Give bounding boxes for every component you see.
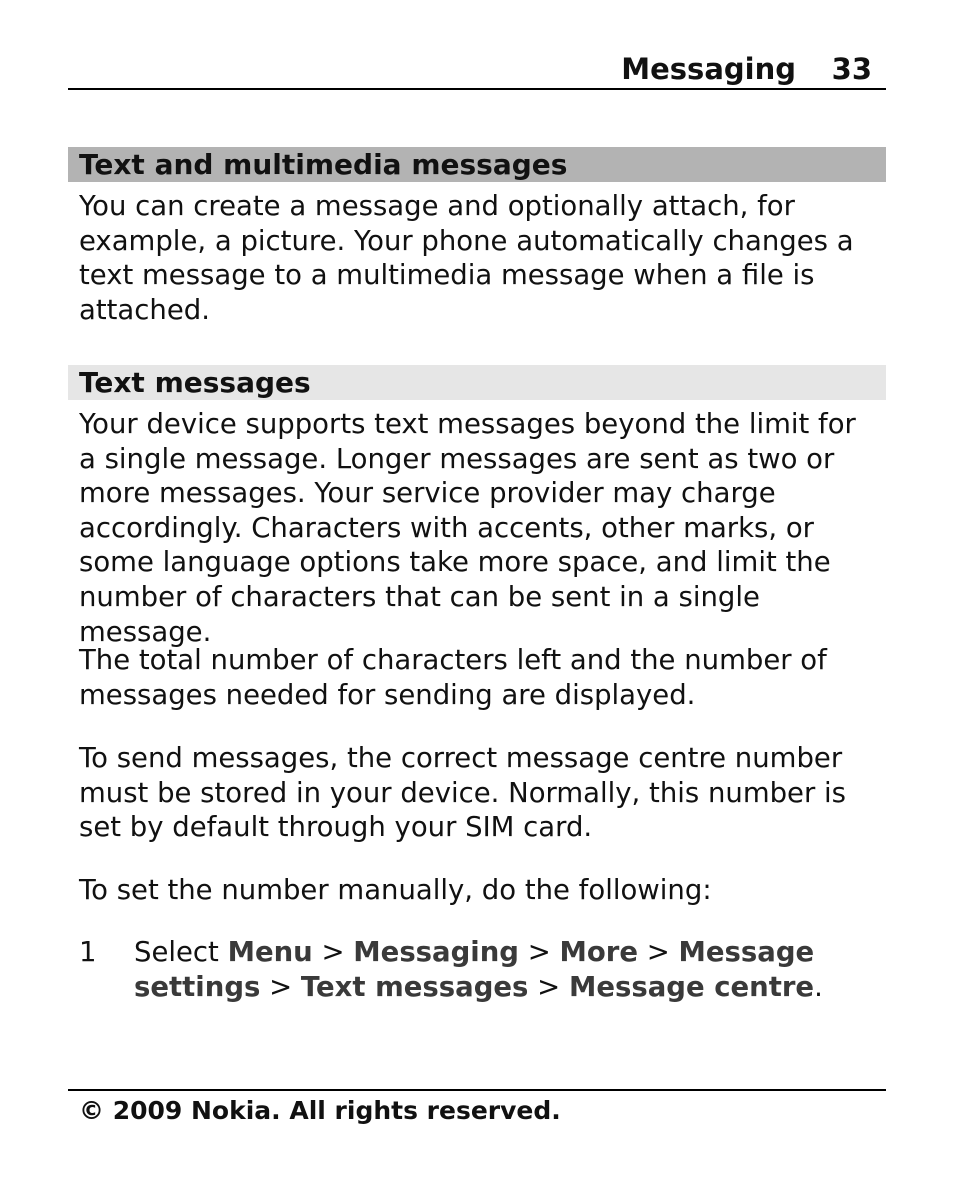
- page-header: [68, 52, 886, 90]
- path-separator: >: [528, 970, 569, 1003]
- step-instruction: [134, 935, 879, 1004]
- heading-text-multimedia-messages: Text and multimedia messages: [68, 147, 886, 182]
- step-suffix: .: [814, 970, 823, 1003]
- menu-path-messaging: Messaging: [353, 936, 519, 968]
- footer-divider: [68, 1089, 886, 1091]
- copyright-notice: © 2009 Nokia. All rights reserved.: [79, 1096, 561, 1125]
- menu-path-message-settings: Message settings: [134, 936, 815, 1003]
- paragraph-text-limit: Your device supports text messages beyond the limit for a single message. Longer messages are sent as two or more messages. Your service provider may charge accordingly. Characters with accents, other marks, or some language options take more space, and limit the number of characters that can be sent in a single message.: [79, 408, 856, 648]
- page-number: 33: [831, 52, 872, 86]
- menu-path-menu: Menu: [227, 936, 313, 968]
- section-title: Messaging: [621, 52, 796, 86]
- menu-path-message-centre: Message centre: [568, 970, 815, 1003]
- paragraph-characters-left: The total number of characters left and the number of messages needed for sending are displayed.: [79, 644, 827, 711]
- path-separator: >: [312, 936, 354, 968]
- menu-path-more: More: [559, 936, 638, 968]
- path-separator: >: [518, 936, 560, 968]
- paragraph-message-centre: To send messages, the correct message centre number must be stored in your device. Normally, this number is set by default through your SIM card.: [79, 742, 846, 844]
- step-number: 1: [79, 936, 97, 968]
- heading-text-messages: Text messages: [68, 365, 886, 400]
- menu-path-text-messages: Text messages: [300, 970, 529, 1003]
- paragraph-text-multimedia-intro: You can create a message and optionally attach, for example, a picture. Your phone automatically changes a text message to a multimedia message when a file is attached.: [79, 190, 854, 326]
- path-separator: >: [260, 970, 301, 1003]
- path-separator: >: [638, 936, 679, 968]
- step-prefix: Select: [134, 936, 228, 968]
- paragraph-set-manually: To set the number manually, do the following:: [79, 874, 712, 906]
